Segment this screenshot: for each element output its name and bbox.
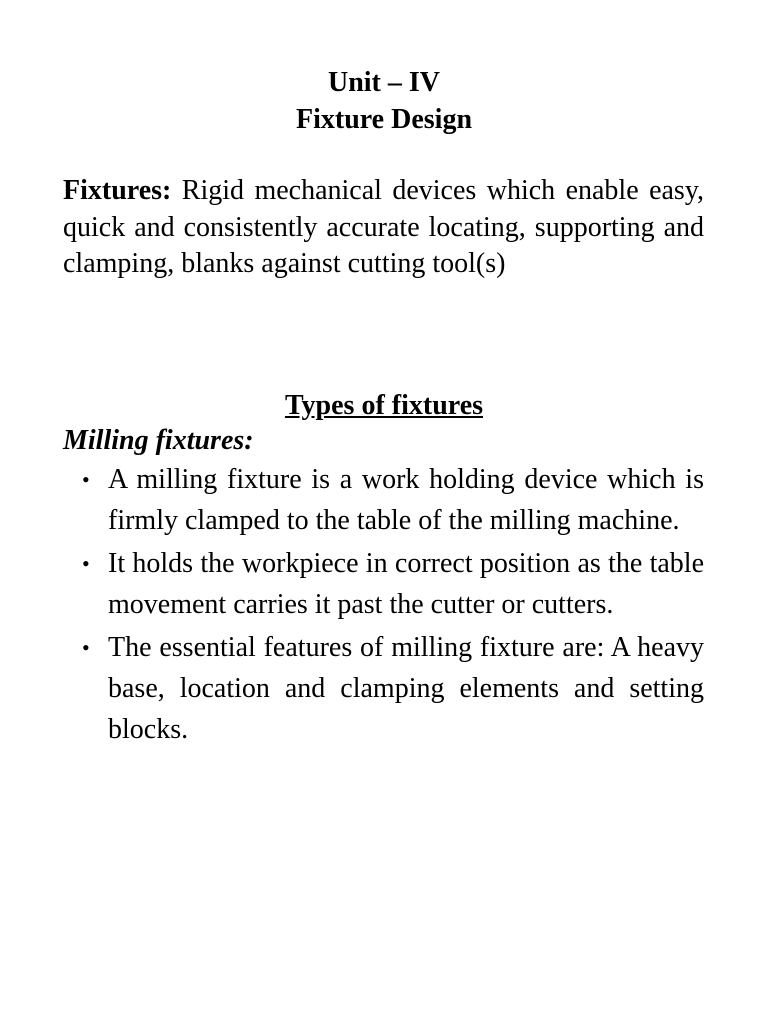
bullet-icon: • (82, 635, 90, 660)
unit-heading: Unit – IV (327, 67, 440, 98)
section-title: Types of fixtures (284, 390, 484, 421)
bullet-icon: • (82, 467, 90, 492)
list-item-text: It holds the workpiece in correct position as the table movement carries it past the cutter or cutters. (108, 548, 704, 620)
subsection-title: Milling fixtures: (63, 425, 254, 456)
list-item (82, 543, 704, 625)
list-item-text: A milling fixture is a work holding device which is firmly clamped to the table of the milling machine. (108, 464, 704, 536)
list-item (82, 627, 704, 750)
list-item (82, 459, 704, 541)
definition-text: Rigid mechanical devices which enable easy, quick and consistently accurate locating, supporting and clamping, blanks against cutting tool(s) (63, 175, 704, 279)
definition-term: Fixtures: (63, 175, 172, 206)
definition-paragraph (63, 173, 704, 283)
list-item-text: The essential features of milling fixture are: A heavy base, location and clamping elements and setting blocks. (108, 632, 704, 745)
bullet-icon: • (82, 551, 90, 576)
page-title: Fixture Design (295, 104, 473, 135)
bullet-list (0, 459, 768, 752)
